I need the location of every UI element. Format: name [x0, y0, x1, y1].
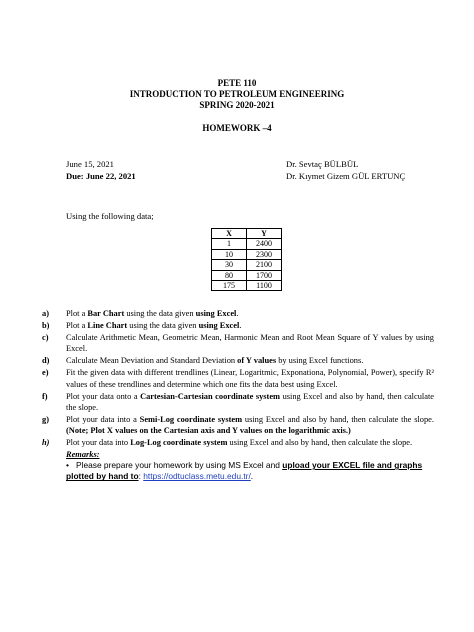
- cell-x: 30: [212, 260, 247, 270]
- bullet-icon: •: [66, 460, 69, 471]
- task-text: using Excel: [198, 321, 240, 331]
- table-header-row: [212, 229, 282, 239]
- term: SPRING 2020-2021: [199, 100, 275, 110]
- cell-y: 1700: [247, 270, 282, 280]
- cell-y: 2400: [247, 239, 282, 249]
- task-text: .: [239, 321, 242, 331]
- column-header-x: X: [212, 229, 247, 239]
- table-body: [212, 239, 282, 291]
- remarks-item: [42, 460, 434, 482]
- task-item: [42, 332, 434, 354]
- task-text: Calculate Mean Deviation and Standard Deviation: [66, 356, 238, 366]
- table-row: [212, 281, 282, 291]
- task-item: [42, 437, 434, 448]
- task-item: [42, 391, 434, 413]
- due-label: Due:: [66, 170, 84, 181]
- task-text: using the data given: [127, 321, 199, 331]
- task-text: using Excel and also by hand, then calculate the slope.: [66, 391, 434, 412]
- due-date: [66, 171, 136, 183]
- task-list: [42, 308, 434, 482]
- cell-y: 2300: [247, 249, 282, 259]
- task-letter: b): [42, 321, 50, 331]
- task-text: .: [236, 309, 239, 318]
- remarks-title: Remarks:: [66, 450, 100, 460]
- task-text: Log-Log coordinate system: [130, 438, 228, 448]
- table-row: [212, 249, 282, 259]
- homework-title: HOMEWORK –4: [202, 123, 272, 133]
- task-text: using Excel: [195, 309, 237, 318]
- task-letter: d): [42, 356, 50, 366]
- task-text: of Y values: [237, 356, 277, 366]
- task-text: using Excel and also by hand, then calculate the slope.: [227, 438, 413, 448]
- task-text: Plot your data into a: [66, 414, 140, 424]
- task-text: using Excel and also by hand, then calculate the slope.: [242, 414, 434, 424]
- table-row: [212, 270, 282, 280]
- instructor-2: Dr. Kıymet Gizem GÜL ERTUNÇ: [286, 170, 406, 181]
- column-header-y: Y: [247, 229, 282, 239]
- task-text: Line Chart: [87, 321, 128, 331]
- remarks-sep: :: [138, 471, 144, 482]
- remarks-emphasis: upload your EXCEL file and graphs plotted by hand to: [66, 460, 423, 482]
- task-letter: c): [42, 333, 49, 343]
- odtuclass-link[interactable]: https://odtuclass.metu.edu.tr/: [143, 471, 251, 482]
- task-item: [42, 367, 434, 389]
- task-text: Bar Chart: [87, 309, 125, 318]
- remarks-text: Please prepare your homework by using MS Excel and: [76, 460, 283, 471]
- intro-text: Using the following data;: [66, 211, 154, 221]
- task-letter: g): [42, 414, 49, 424]
- table-row: [212, 260, 282, 270]
- cell-y: 1100: [247, 281, 282, 291]
- task-letter: h): [42, 438, 50, 448]
- task-text: Fit the given data with different trendlines (Linear, Logaritmic, Exponationa, Polynomial, Power), specify R² values of these trendlines and determine which one fits the data best using Excel.: [66, 368, 434, 389]
- task-text: Semi-Log coordinate system: [139, 414, 243, 424]
- task-text: (Note; Plot X values on the Cartesian axis and Y values on the logarithmic axis.): [66, 425, 351, 435]
- task-item: [42, 355, 434, 366]
- task-text: Plot your data onto a: [66, 391, 141, 401]
- task-text: Plot your data into: [66, 438, 131, 448]
- course-name: INTRODUCTION TO PETROLEUM ENGINEERING: [129, 89, 345, 99]
- task-letter: a): [42, 309, 49, 318]
- task-item: [42, 414, 434, 436]
- task-text: by using Excel functions.: [276, 356, 364, 366]
- course-code: PETE 110: [217, 78, 257, 88]
- task-text: using the data given: [124, 309, 196, 318]
- instructor-block: [286, 159, 405, 182]
- task-letter: f): [42, 391, 48, 401]
- task-text: Plot a: [66, 321, 88, 331]
- cell-x: 10: [212, 249, 247, 259]
- task-items: [42, 308, 434, 448]
- issue-date: June 15, 2021: [66, 159, 114, 169]
- remarks-end: .: [250, 471, 254, 482]
- task-letter: e): [42, 368, 49, 378]
- task-text: Cartesian-Cartesian coordinate system: [140, 391, 281, 401]
- task-item: [42, 320, 434, 331]
- cell-x: 175: [212, 281, 247, 291]
- cell-x: 1: [212, 239, 247, 249]
- task-text: Plot a: [66, 309, 88, 318]
- document-header: [0, 78, 474, 111]
- instructor-1: Dr. Sevtaç BÜLBÜL: [286, 159, 359, 169]
- table-row: [212, 239, 282, 249]
- date-block: [66, 159, 136, 182]
- data-table: [211, 228, 282, 291]
- task-text: Calculate Arithmetic Mean, Geometric Mean, Harmonic Mean and Root Mean Square of Y values by using Excel.: [66, 333, 434, 354]
- due-date-value: June 22, 2021: [85, 170, 136, 181]
- cell-y: 2100: [247, 260, 282, 270]
- task-item: [42, 308, 434, 319]
- cell-x: 80: [212, 270, 247, 280]
